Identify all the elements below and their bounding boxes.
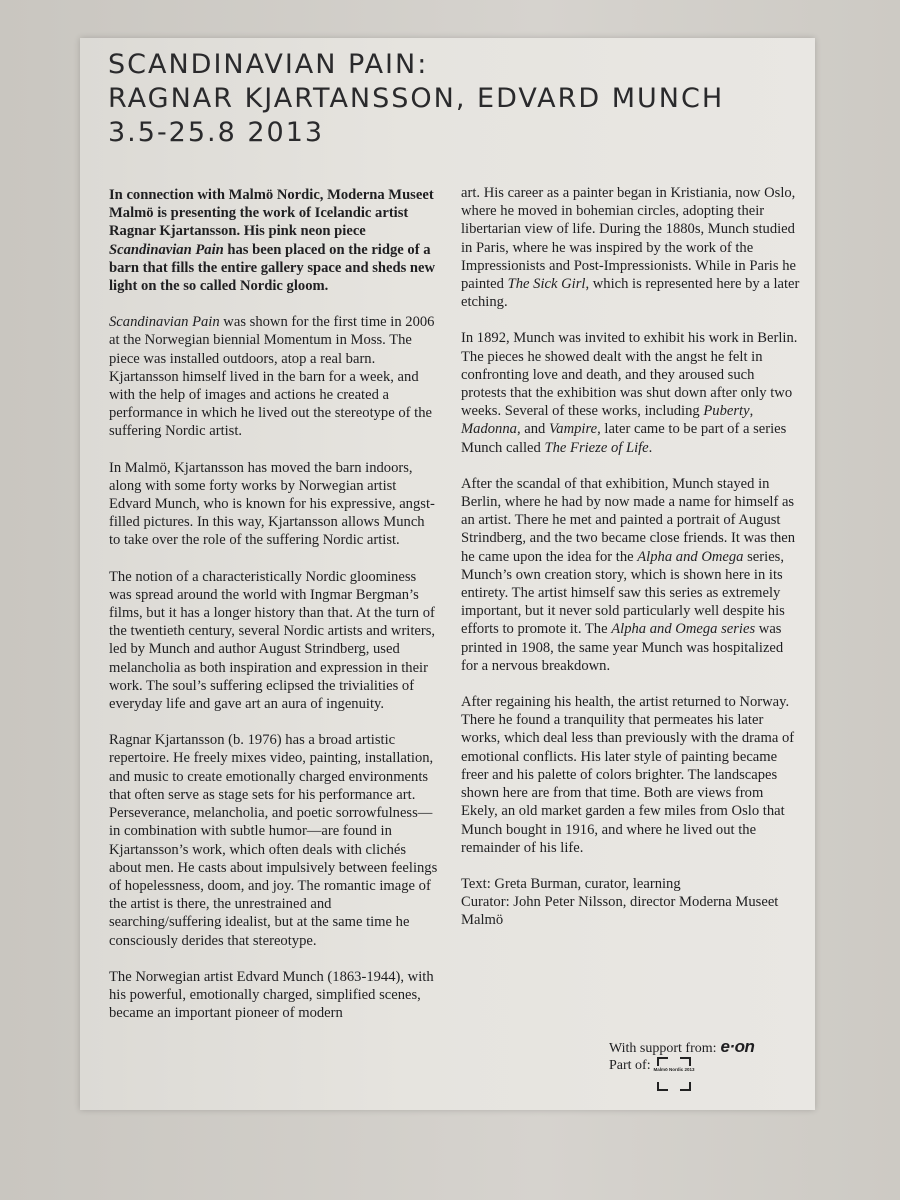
paragraph-scandinavian-pain: Scandinavian Pain was shown for the first time in 2006 at the Norwegian biennial Momentum in Moss. The piece was installed outdoors, atop a real barn. Kjartansson himself lived in the barn for a week, and with the help of images and actions he created a performance in which he lived out the stereotype of the suffering Nordic artist.	[109, 314, 435, 440]
text-column-left	[109, 186, 439, 1040]
paragraph-munch-intro: The Norwegian artist Edvard Munch (1863-1944), with his powerful, emotionally charged, simplified scenes, became an important pioneer of modern	[109, 968, 434, 1022]
credit-curator: Curator: John Peter Nilsson, director Moderna Museet Malmö	[461, 894, 779, 929]
title-dates: 3.5-25.8 2013	[108, 117, 325, 148]
paragraph-berlin-1892: In 1892, Munch was invited to exhibit his work in Berlin. The pieces he showed dealt with the angst he felt in confronting love and death, and they aroused such protests that the exhibition was shut down after only two weeks. Several of these works, including Puberty, Madonna, and Vampire, later came to be part of a series Munch called The Frieze of Life.	[461, 330, 798, 456]
paragraph-nordic-gloom: The notion of a characteristically Nordic gloominess was spread around the world with Ingmar Bergman’s films, but it has a longer history than that. At the turn of the twentieth century, several Nordic artists and writers, led by Munch and author August Strindberg, used melancholia as both inspiration and expression in their work. The soul’s suffering eclipsed the trivialities of everyday life and gave art an aura of ingenuity.	[109, 568, 436, 713]
paragraph-munch-career: art. His career as a painter began in Kristiania, now Oslo, where he moved in bohemian circles, adopting their libertarian view of life. During the 1880s, Munch studied in Paris, where he was inspired by the work of the Impressionists and Post-Impressionists. While in Paris he painted The Sick Girl, which is represented here by a later etching.	[461, 185, 800, 311]
support-line	[609, 1037, 754, 1057]
paragraph-kjartansson-bio: Ragnar Kjartansson (b. 1976) has a broad artistic repertoire. He freely mixes video, painting, installation, and music to create emotionally charged environments that often serve as stage sets for his performance art. Perseverance, melancholia, and poetic sorrowfulness—in combination with subtle humor—are found in Kjartansson’s work, which often deals with clichés about men. He casts about impulsively between feelings of hopelessness, doom, and joy. The romantic image of the artist is there, the unrestrained and searching/suffering idealist, but at the same time he consciously derides that stereotype.	[109, 732, 438, 949]
exhibition-title	[108, 48, 724, 150]
credits	[461, 875, 801, 930]
part-of-label: Part of:	[609, 1058, 651, 1073]
intro-paragraph: In connection with Malmö Nordic, Moderna Museet Malmö is presenting the work of Icelandic artist Ragnar Kjartansson. His pink neon piece Scandinavian Pain has been placed on the ridge of a barn that fills the entire gallery space and sheds new light on the so called Nordic gloom.	[109, 187, 436, 295]
logo-text: Malmö Nordic 2013	[653, 1067, 695, 1072]
malmo-nordic-logo-icon	[653, 1056, 695, 1092]
title-line-2: RAGNAR KJARTANSSON, EDVARD MUNCH	[108, 83, 725, 114]
paragraph-alpha-omega: After the scandal of that exhibition, Munch stayed in Berlin, where he had by now made a name for himself as an artist. There he met and painted a portrait of August Strindberg, and the two became close friends. It was then he came upon the idea for the Alpha and Omega series, Munch’s own creation story, which is shown here in its entirety. The artist himself saw this series as extremely important, but it never sold particularly well despite his efforts to promote it. The Alpha and Omega series was printed in 1908, the same year Munch was hospitalized for a nervous breakdown.	[461, 475, 796, 674]
paragraph-later-works: After regaining his health, the artist returned to Norway. There he found a tranquility that permeates his later works, which deal less than previously with the drama of emotional conflicts. His later style of painting became freer and his palette of colors brighter. The landscapes shown here are from that time. Both are views from Ekely, an old market garden a few miles from Oslo that Munch bought in 1916, and where he lived out the remainder of his life.	[461, 694, 795, 856]
credit-text: Text: Greta Burman, curator, learning	[461, 875, 681, 892]
eon-logo: e·on	[720, 1037, 755, 1056]
title-line-1: SCANDINAVIAN PAIN:	[108, 49, 429, 80]
paragraph-malmo: In Malmö, Kjartansson has moved the barn indoors, along with some forty works by Norwegian artist Edvard Munch, who is known for his expressive, angst-filled pictures. In this way, Kjartansson allows Munch to take over the role of the suffering Nordic artist.	[109, 459, 435, 549]
text-column-right	[461, 184, 801, 930]
support-label: With support from:	[609, 1041, 717, 1056]
